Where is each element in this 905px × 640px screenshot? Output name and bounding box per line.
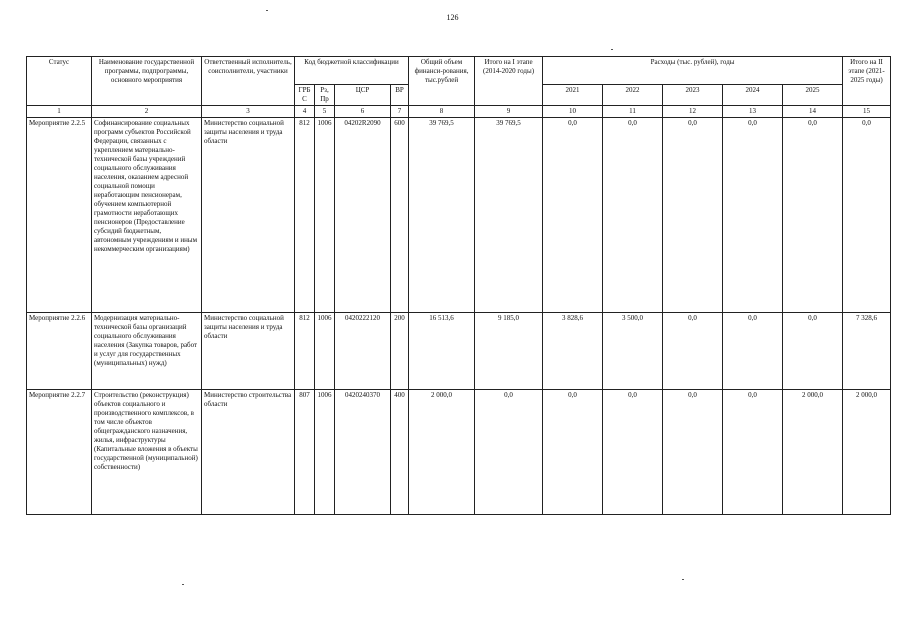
column-number: 10 bbox=[543, 106, 603, 118]
column-number: 11 bbox=[603, 106, 663, 118]
row-y2023: 0,0 bbox=[663, 390, 723, 515]
column-number: 8 bbox=[409, 106, 475, 118]
row-total: 2 000,0 bbox=[409, 390, 475, 515]
column-number: 15 bbox=[843, 106, 891, 118]
page-number: 126 bbox=[446, 13, 459, 22]
column-number: 6 bbox=[335, 106, 391, 118]
scan-speck bbox=[182, 584, 184, 585]
header-year-2023: 2023 bbox=[663, 85, 723, 106]
row-grbs: 812 bbox=[295, 313, 315, 390]
scan-speck bbox=[266, 10, 268, 11]
header-expenses-group: Расходы (тыс. рублей), годы bbox=[543, 57, 843, 85]
row-responsible: Министерство строительства области bbox=[202, 390, 295, 515]
table-row bbox=[27, 390, 891, 515]
row-status: Мероприятие 2.2.6 bbox=[27, 313, 92, 390]
header-total-funding: Общий объем финанси-рования, тыс.рублей bbox=[409, 57, 475, 106]
row-y2022: 3 500,0 bbox=[603, 313, 663, 390]
scan-speck bbox=[682, 579, 684, 580]
table-row bbox=[27, 313, 891, 390]
row-name: Модернизация материально-технической базы организаций социального обслуживания населения (Закупка товаров, работ и услуг для государственных (муниципальных) нужд) bbox=[92, 313, 202, 390]
row-y2021: 0,0 bbox=[543, 118, 603, 313]
column-number: 1 bbox=[27, 106, 92, 118]
header-name: Наименование государственной программы, подпрограммы, основного мероприятия bbox=[92, 57, 202, 106]
row-grbs: 807 bbox=[295, 390, 315, 515]
header-stage1: Итого на I этапе (2014-2020 годы) bbox=[475, 57, 543, 106]
header-csr: ЦСР bbox=[335, 85, 391, 106]
row-status: Мероприятие 2.2.7 bbox=[27, 390, 92, 515]
budget-table bbox=[26, 56, 891, 515]
row-stage1: 39 769,5 bbox=[475, 118, 543, 313]
table-row bbox=[27, 118, 891, 313]
row-responsible: Министерство социальной защиты населения и труда области bbox=[202, 313, 295, 390]
row-y2025: 0,0 bbox=[783, 118, 843, 313]
row-rzpr: 1006 bbox=[315, 313, 335, 390]
row-y2025: 2 000,0 bbox=[783, 390, 843, 515]
column-number: 9 bbox=[475, 106, 543, 118]
row-name: Софинансирование социальных программ субъектов Российской Федерации, связанных с укреплением материально-технической базы учреждений социального обслуживания населения, оказанием адресной социальной помощи неработающим пенсионерам, обучением компьютерной грамотности неработающих пенсионеров (Предоставление субсидий бюджетным, автономным учреждениям и иным некоммерческим организациям) bbox=[92, 118, 202, 313]
column-number: 12 bbox=[663, 106, 723, 118]
header-year-2025: 2025 bbox=[783, 85, 843, 106]
row-y2022: 0,0 bbox=[603, 118, 663, 313]
header-year-2021: 2021 bbox=[543, 85, 603, 106]
row-y2024: 0,0 bbox=[723, 390, 783, 515]
row-total: 39 769,5 bbox=[409, 118, 475, 313]
column-number: 13 bbox=[723, 106, 783, 118]
scan-speck bbox=[611, 49, 613, 50]
column-number: 3 bbox=[202, 106, 295, 118]
row-y2021: 3 828,6 bbox=[543, 313, 603, 390]
row-vr: 200 bbox=[391, 313, 409, 390]
column-number-row bbox=[27, 106, 891, 118]
column-number: 4 bbox=[295, 106, 315, 118]
row-rzpr: 1006 bbox=[315, 118, 335, 313]
header-responsible: Ответственный исполнитель, соисполнители, участники bbox=[202, 57, 295, 106]
row-y2025: 0,0 bbox=[783, 313, 843, 390]
row-name: Строительство (реконструкция) объектов социального и производственного комплексов, в том числе объектов общегражданского назначения, жилья, инфраструктуры (Капитальные вложения в объекты государственной (муниципальной) собственности) bbox=[92, 390, 202, 515]
row-csr: 04202R2090 bbox=[335, 118, 391, 313]
row-vr: 600 bbox=[391, 118, 409, 313]
row-stage2: 7 328,6 bbox=[843, 313, 891, 390]
row-y2021: 0,0 bbox=[543, 390, 603, 515]
header-code-group: Код бюджетной классификации bbox=[295, 57, 409, 85]
row-stage1: 0,0 bbox=[475, 390, 543, 515]
row-stage2: 2 000,0 bbox=[843, 390, 891, 515]
row-rzpr: 1006 bbox=[315, 390, 335, 515]
row-stage2: 0,0 bbox=[843, 118, 891, 313]
header-year-2022: 2022 bbox=[603, 85, 663, 106]
row-y2024: 0,0 bbox=[723, 313, 783, 390]
row-y2022: 0,0 bbox=[603, 390, 663, 515]
header-stage2: Итого на II этапе (2021-2025 годы) bbox=[843, 57, 891, 106]
row-status: Мероприятие 2.2.5 bbox=[27, 118, 92, 313]
header-rzpr: Рз, Пр bbox=[315, 85, 335, 106]
row-y2024: 0,0 bbox=[723, 118, 783, 313]
row-vr: 400 bbox=[391, 390, 409, 515]
header-vr: ВР bbox=[391, 85, 409, 106]
header-grbs: ГРБ С bbox=[295, 85, 315, 106]
row-responsible: Министерство социальной защиты населения и труда области bbox=[202, 118, 295, 313]
row-y2023: 0,0 bbox=[663, 118, 723, 313]
header-row bbox=[27, 57, 891, 85]
column-number: 7 bbox=[391, 106, 409, 118]
row-csr: 0420222120 bbox=[335, 313, 391, 390]
column-number: 14 bbox=[783, 106, 843, 118]
column-number: 5 bbox=[315, 106, 335, 118]
row-stage1: 9 185,0 bbox=[475, 313, 543, 390]
row-y2023: 0,0 bbox=[663, 313, 723, 390]
header-status: Статус bbox=[27, 57, 92, 106]
row-grbs: 812 bbox=[295, 118, 315, 313]
row-total: 16 513,6 bbox=[409, 313, 475, 390]
row-csr: 0420240370 bbox=[335, 390, 391, 515]
header-year-2024: 2024 bbox=[723, 85, 783, 106]
column-number: 2 bbox=[92, 106, 202, 118]
